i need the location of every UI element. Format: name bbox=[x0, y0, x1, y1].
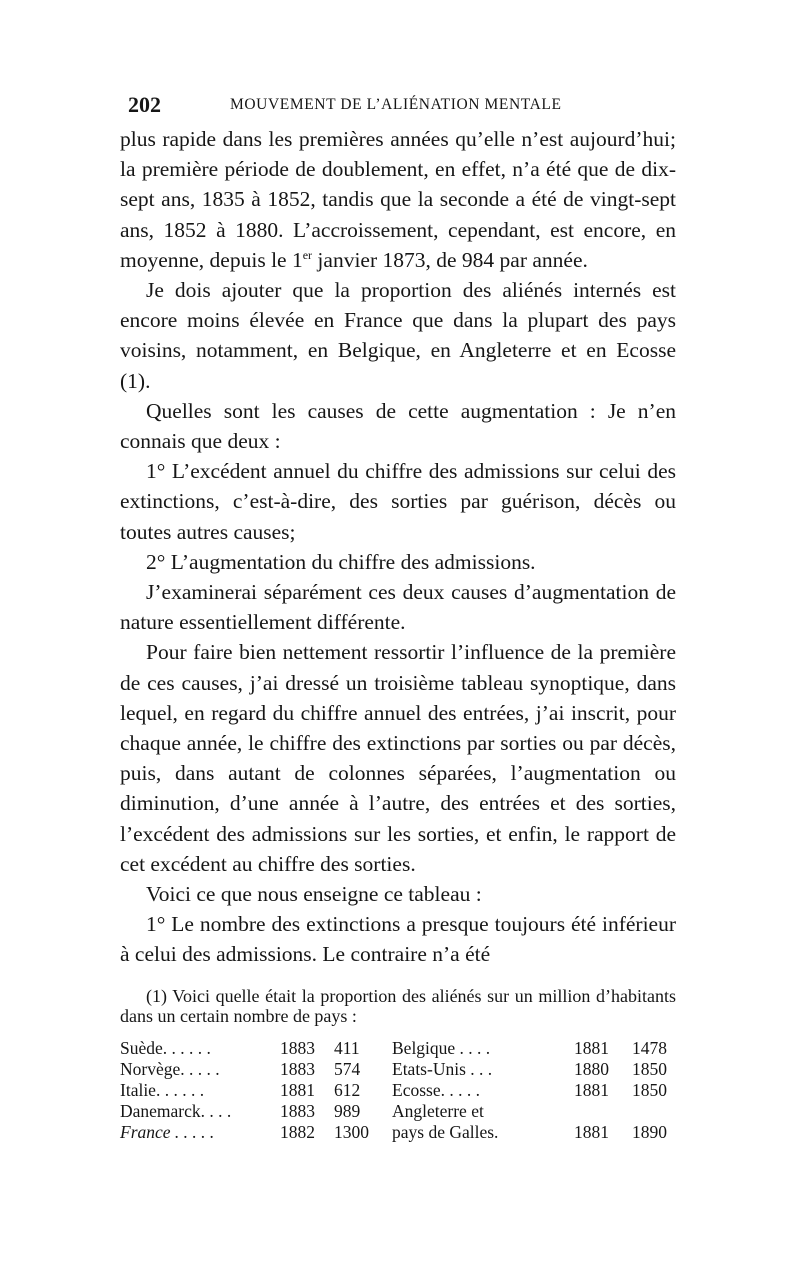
year-cell: 1883 bbox=[280, 1059, 315, 1079]
country-name: Ecosse. . . . . bbox=[392, 1080, 480, 1100]
footnote bbox=[120, 986, 676, 1026]
table-row bbox=[120, 1059, 680, 1080]
paragraph: J’examinerai séparément ces deux causes d’augmentation de nature essentiellement différente. bbox=[120, 580, 676, 635]
page-header bbox=[128, 92, 676, 120]
page-number: 202 bbox=[128, 92, 161, 117]
year-cell: 1880 bbox=[574, 1059, 609, 1079]
paragraph: 1° L’excédent annuel du chiffre des admissions sur celui des extinctions, c’est-à-dire, des sorties par guérison, décès ou toutes autres causes; bbox=[120, 459, 676, 544]
paragraph: Quelles sont les causes de cette augmentation : Je n’en connais que deux : bbox=[120, 398, 676, 454]
value-cell: 411 bbox=[334, 1038, 360, 1058]
table-row bbox=[120, 1080, 680, 1101]
year-cell: 1881 bbox=[574, 1122, 609, 1142]
value-cell: 1478 bbox=[632, 1038, 667, 1058]
superscript: er bbox=[302, 247, 313, 262]
year-cell: 1882 bbox=[280, 1122, 315, 1142]
country-name: Norvège. . . . . bbox=[120, 1059, 220, 1079]
country-name: Danemarck. . . . bbox=[120, 1101, 232, 1121]
table-row bbox=[120, 1101, 680, 1122]
value-cell: 1850 bbox=[632, 1059, 667, 1079]
country-name: France . . . . . bbox=[120, 1122, 215, 1142]
main-text bbox=[120, 124, 676, 970]
year-cell: 1881 bbox=[280, 1080, 315, 1100]
table-row bbox=[120, 1122, 680, 1143]
running-title: MOUVEMENT DE L’ALIÉNATION MENTALE bbox=[230, 96, 562, 113]
year-cell: 1881 bbox=[574, 1038, 609, 1058]
country-name: Italie. . . . . . bbox=[120, 1080, 205, 1100]
footnote-intro: (1) Voici quelle était la proportion des aliénés sur un million d’habitants dans un certain nombre de pays : bbox=[120, 986, 676, 1026]
paragraph: 2° L’augmentation du chiffre des admissions. bbox=[146, 549, 536, 574]
table-row bbox=[120, 1038, 680, 1059]
paragraph: plus rapide dans les premières années qu’elle n’est aujourd’hui; la première période de doublement, en effet, n’a été que de dix-sept ans, 1835 à 1852, tandis que la seconde a été de vingt-sept ans, 1852 à 1880. L’accroissement, cependant, est encore, en moyenne, depuis le 1er janvier 1873, de 984 par année. bbox=[120, 127, 676, 272]
value-cell: 1850 bbox=[632, 1080, 667, 1100]
country-name: Suède. . . . . . bbox=[120, 1038, 211, 1058]
value-cell: 1300 bbox=[334, 1122, 369, 1142]
paragraph: Je dois ajouter que la proportion des aliénés internés est encore moins élevée en France que dans la plupart des pays voisins, notamment, en Belgique, en Angleterre et en Ecosse (1). bbox=[120, 278, 676, 393]
country-name: pays de Galles. bbox=[392, 1122, 499, 1142]
value-cell: 989 bbox=[334, 1101, 361, 1121]
paragraph: Voici ce que nous enseigne ce tableau : bbox=[146, 882, 482, 907]
value-cell: 1890 bbox=[632, 1122, 667, 1142]
paragraph: Pour faire bien nettement ressortir l’influence de la première de ces causes, j’ai dressé un troisième tableau synoptique, dans lequel, en regard du chiffre annuel des entrées, j’ai inscrit, pour chaque année, le chiffre des extinctions par sorties ou par décès, puis, dans autant de colonnes séparées, l’augmentation ou diminution, d’une année à l’autre, des entrées et des sorties, l’excédent des admissions sur les sorties, et enfin, le rapport de cet excédent au chiffre des sorties. bbox=[120, 640, 676, 876]
country-name: Angleterre et bbox=[392, 1101, 484, 1121]
country-name: Belgique . . . . bbox=[392, 1038, 491, 1058]
value-cell: 574 bbox=[334, 1059, 361, 1079]
country-name: Etats-Unis . . . bbox=[392, 1059, 493, 1079]
year-cell: 1883 bbox=[280, 1038, 315, 1058]
country-statistics-table bbox=[120, 1038, 680, 1143]
year-cell: 1881 bbox=[574, 1080, 609, 1100]
value-cell: 612 bbox=[334, 1080, 361, 1100]
paragraph: 1° Le nombre des extinctions a presque toujours été inférieur à celui des admissions. Le contraire n’a été bbox=[120, 912, 676, 967]
year-cell: 1883 bbox=[280, 1101, 315, 1121]
